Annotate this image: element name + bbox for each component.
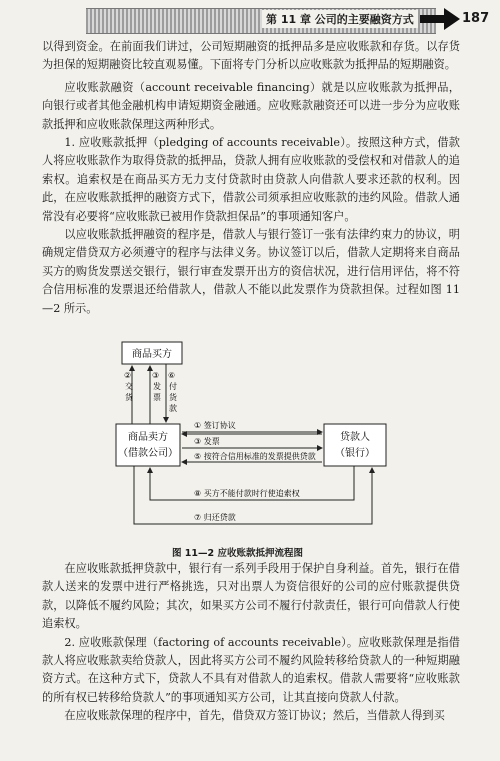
lender-label: 贷款人 bbox=[340, 432, 370, 443]
paragraph: 以得到资金。在前面我们讲过，公司短期融资的抵押品多是应收账款和存货。以存货为担保的短期融资比较直观易懂。下面将专门分析以应收账款为抵押品的短期融资。 bbox=[42, 40, 460, 72]
label-step6: ⑥ 付 货 款 bbox=[168, 371, 177, 413]
seller-label: 商品卖方 bbox=[128, 432, 168, 443]
body-text-bottom bbox=[42, 560, 460, 726]
label-step3: ③ 发票 bbox=[194, 437, 220, 446]
body-text-top bbox=[42, 38, 460, 318]
seller-box bbox=[116, 424, 180, 466]
paragraph: 以应收账款抵押融资的程序是，借款人与银行签订一张有法律约束力的协议，明确规定借贷双方必须遵守的程序与法律义务。协议签订以后，借款人定期将来自商品买方的购货发票送交银行，银行审查发票开出方的资信状况，进行信用评估，将不符合信用标准的发票退还给借款人，借款人不能以此发票作为贷款担保。过程如图 11—2 所示。 bbox=[42, 228, 460, 315]
label-step2: ② 交 货 bbox=[124, 371, 133, 402]
buyer-label: 商品买方 bbox=[132, 349, 172, 360]
paragraph: 应收账款融资（account receivable financing）就是以应收账款为抵押品，向银行或者其他金融机构申请短期资金融通。应收账款融资还可以进一步分为应收账款抵押和应收账款保理这两种形式。 bbox=[42, 80, 460, 131]
label-step1: ① 签订协议 bbox=[194, 421, 236, 430]
label-step3-vertical: ③ 发 票 bbox=[152, 371, 161, 402]
chapter-title: 第 11 章 公司的主要融资方式 bbox=[262, 10, 418, 28]
page-number: 187 bbox=[462, 11, 490, 26]
pledging-flow-diagram bbox=[110, 340, 410, 540]
paragraph: 在应收账款保理的程序中，首先，借贷双方签订协议；然后，当借款人得到买 bbox=[64, 709, 445, 723]
arrow-icon bbox=[418, 6, 462, 32]
paragraph: 1. 应收账款抵押（pledging of accounts receivable）。按照这种方式，借款人将应收账款作为取得贷款的抵押品，贷款人拥有应收账款的受偿权和对借款人的追索权。追索权是在商品买方无力支付贷款时由贷款人向借款人要求还款的权利。因此，在应收账款抵押的融资方式下，借款公司须承担应收账款的违约风险。借款人通常没有必要将“应收账款已被用作贷款担保品”的事项通知客户。 bbox=[42, 136, 460, 223]
page-header bbox=[0, 0, 500, 36]
paragraph: 在应收账款抵押贷款中，银行有一系列手段用于保护自身利益。首先，银行在借款人送来的发票中进行严格挑选，只对出票人为资信很好的公司的应付账款提供贷款，以降低不履约风险；其次，如果买方公司不履行付款责任，银行可向借款人行使追索权。 bbox=[42, 562, 460, 631]
figure-caption: 图 11—2 应收账款抵押流程图 bbox=[172, 548, 303, 559]
label-step7: ⑦ 归还贷款 bbox=[194, 513, 236, 522]
lender-box bbox=[324, 424, 386, 466]
lender-sublabel: （银行） bbox=[335, 448, 375, 459]
seller-sublabel: （借款公司） bbox=[118, 448, 178, 459]
label-step8: ⑧ 买方不能付款时行使追索权 bbox=[194, 489, 300, 498]
paragraph: 2. 应收账款保理（factoring of accounts receivable）。应收账款保理是指借款人将应收账款卖给贷款人，因此将买方公司不履约风险转移给贷款人的一种短期融资方式。在这种方式下，贷款人不具有对借款人的追索权。借款人需要将“应收账款的所有权已转移给贷款人”的事项通知买方公司，让其直接向贷款人付款。 bbox=[42, 635, 460, 704]
label-step5: ⑤ 按符合信用标准的发票提供贷款 bbox=[194, 452, 316, 461]
